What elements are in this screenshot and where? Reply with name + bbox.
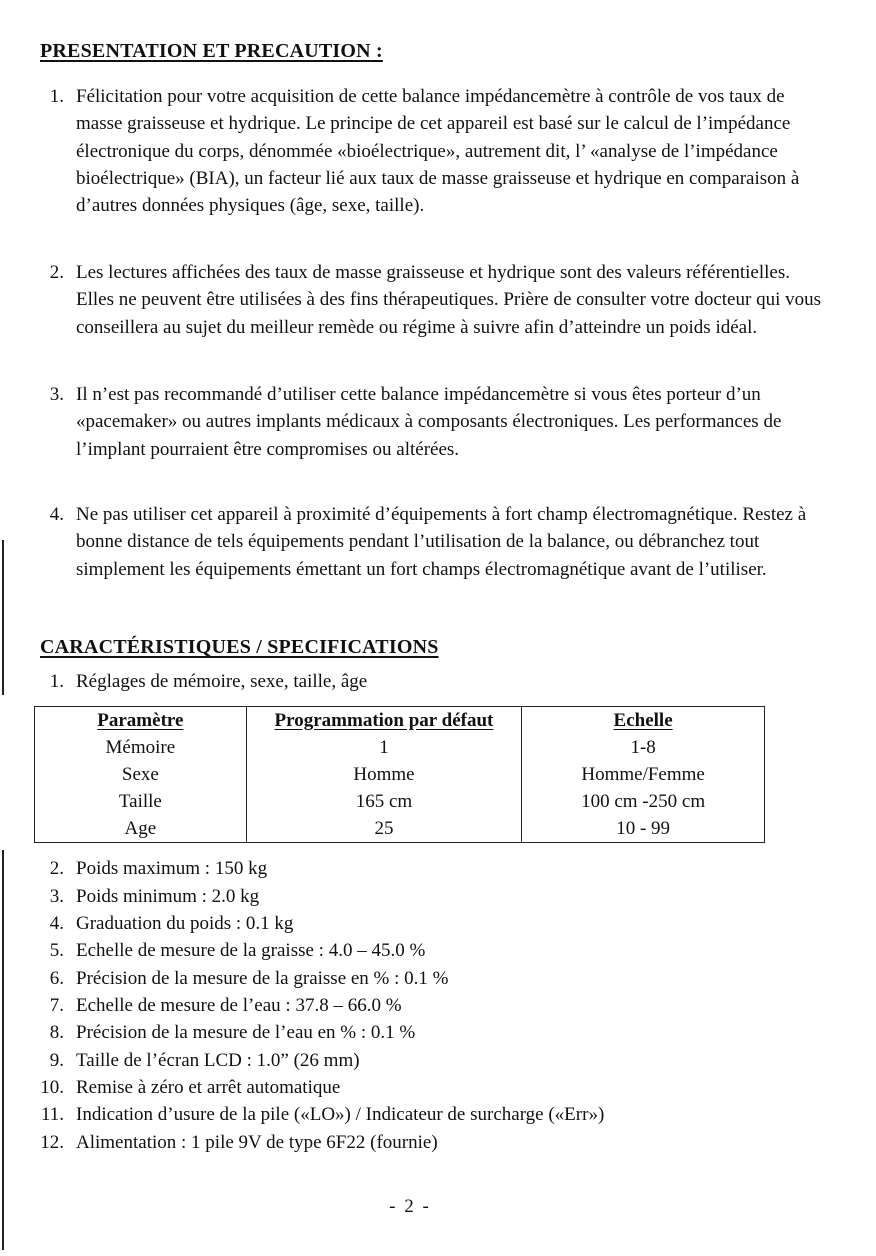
list-number: 6. (49, 968, 64, 989)
table-cell: Age (35, 815, 247, 843)
list-text: Taille de l’écran LCD : 1.0” (26 mm) (76, 1050, 360, 1071)
list-text: Poids minimum : 2.0 kg (76, 886, 260, 907)
list-number: 12. (40, 1132, 64, 1153)
paragraph-number: 1. (49, 86, 64, 107)
page-number: - 2 - (389, 1196, 431, 1217)
spec-list-item (0, 1019, 876, 1047)
table-row (35, 761, 765, 788)
paragraph-number: 3. (49, 384, 64, 405)
spec-list-item (0, 937, 876, 965)
spec-list-item (0, 1129, 876, 1157)
table-cell: 100 cm -250 cm (522, 788, 765, 815)
list-number: 11. (40, 1104, 64, 1125)
section-heading-presentation: PRESENTATION ET PRECAUTION : (40, 40, 383, 62)
table-cell: 1-8 (522, 734, 765, 761)
list-text: Remise à zéro et arrêt automatique (76, 1077, 341, 1098)
list-text: Poids maximum : 150 kg (76, 858, 268, 879)
list-text: Alimentation : 1 pile 9V de type 6F22 (fournie) (76, 1132, 438, 1153)
table-row (35, 788, 765, 815)
table-cell: Sexe (35, 761, 247, 788)
column-header: Paramètre (35, 707, 247, 735)
list-number: 1. (49, 671, 64, 692)
list-text: Précision de la mesure de la graisse en % : 0.1 % (76, 968, 449, 989)
table-header-row (35, 707, 765, 735)
list-text: Graduation du poids : 0.1 kg (76, 913, 294, 934)
paragraph-text: Félicitation pour votre acquisition de cette balance impédancemètre à contrôle de vos taux de masse graisseuse et hydrique. Le principe de cet appareil est basé sur le calcul de l’impédance électronique du corps, dénommée «bioélectrique», autrement dit, l’ «analyse de l’impédance bioélectrique» (BIA), un facteur lié aux taux de masse graisseuse et hydrique en comparaison à d’autres données physiques (âge, sexe, taille). (76, 86, 800, 217)
list-number: 2. (49, 858, 64, 879)
list-number: 4. (49, 913, 64, 934)
spec-list-item (0, 1101, 876, 1129)
paragraph-number: 4. (49, 504, 64, 525)
table-cell: Taille (35, 788, 247, 815)
table-cell: 165 cm (246, 788, 522, 815)
list-number: 10. (40, 1077, 64, 1098)
spec-list-item (0, 965, 876, 993)
list-text: Echelle de mesure de l’eau : 37.8 – 66.0 % (76, 995, 402, 1016)
memory-settings-table (34, 706, 765, 843)
table-cell: 25 (246, 815, 522, 843)
paragraph-text: Il n’est pas recommandé d’utiliser cette balance impédancemètre si vous êtes porteur d’un «pacemaker» ou autres implants médicaux à composants électroniques. Les performances de l’implant pourraient être compromises ou altérées. (76, 384, 782, 460)
spec-list-item (0, 910, 876, 938)
list-text: Précision de la mesure de l’eau en % : 0.1 % (76, 1022, 416, 1043)
table-cell: Homme (246, 761, 522, 788)
spec-list-item (0, 992, 876, 1020)
spec-list-item (0, 855, 876, 883)
section-heading-specifications: CARACTÉRISTIQUES / SPECIFICATIONS (40, 636, 439, 658)
spec-list-item (0, 1156, 876, 1184)
list-number: 5. (49, 940, 64, 961)
list-number: 8. (49, 1022, 64, 1043)
paragraph-text: Les lectures affichées des taux de masse graisseuse et hydrique sont des valeurs référentielles. Elles ne peuvent être utilisées à des fins thérapeutiques. Prière de consulter votre docteur qui vous conseillera au sujet du meilleur remède ou régime à suivre afin d’atteindre un poids idéal. (76, 262, 821, 338)
list-number: 3. (49, 886, 64, 907)
list-number: 9. (49, 1050, 64, 1071)
column-header: Echelle (522, 707, 765, 735)
list-number: 7. (49, 995, 64, 1016)
table-cell: Mémoire (35, 734, 247, 761)
spec-list-item (0, 883, 876, 911)
spec-list-item (0, 1047, 876, 1075)
list-text: Echelle de mesure de la graisse : 4.0 – 45.0 % (76, 940, 426, 961)
spec-list-item (0, 1074, 876, 1102)
paragraph-text: Ne pas utiliser cet appareil à proximité d’équipements à fort champ électromagnétique. Restez à bonne distance de tels équipements pendant l’utilisation de la balance, ou débranchez tout simplement les équipements émettant un fort champs électromagnétique avant de l’utiliser. (76, 504, 807, 580)
paragraph-number: 2. (49, 262, 64, 283)
list-text: Indication d’usure de la pile («LO») / Indicateur de surcharge («Err») (76, 1104, 605, 1125)
spec-list-item (0, 668, 876, 696)
table-cell: Homme/Femme (522, 761, 765, 788)
column-header: Programmation par défaut (246, 707, 522, 735)
list-text: Réglages de mémoire, sexe, taille, âge (76, 671, 368, 692)
table-cell: 10 - 99 (522, 815, 765, 843)
table-row (35, 815, 765, 843)
table-cell: 1 (246, 734, 522, 761)
table-row (35, 734, 765, 761)
